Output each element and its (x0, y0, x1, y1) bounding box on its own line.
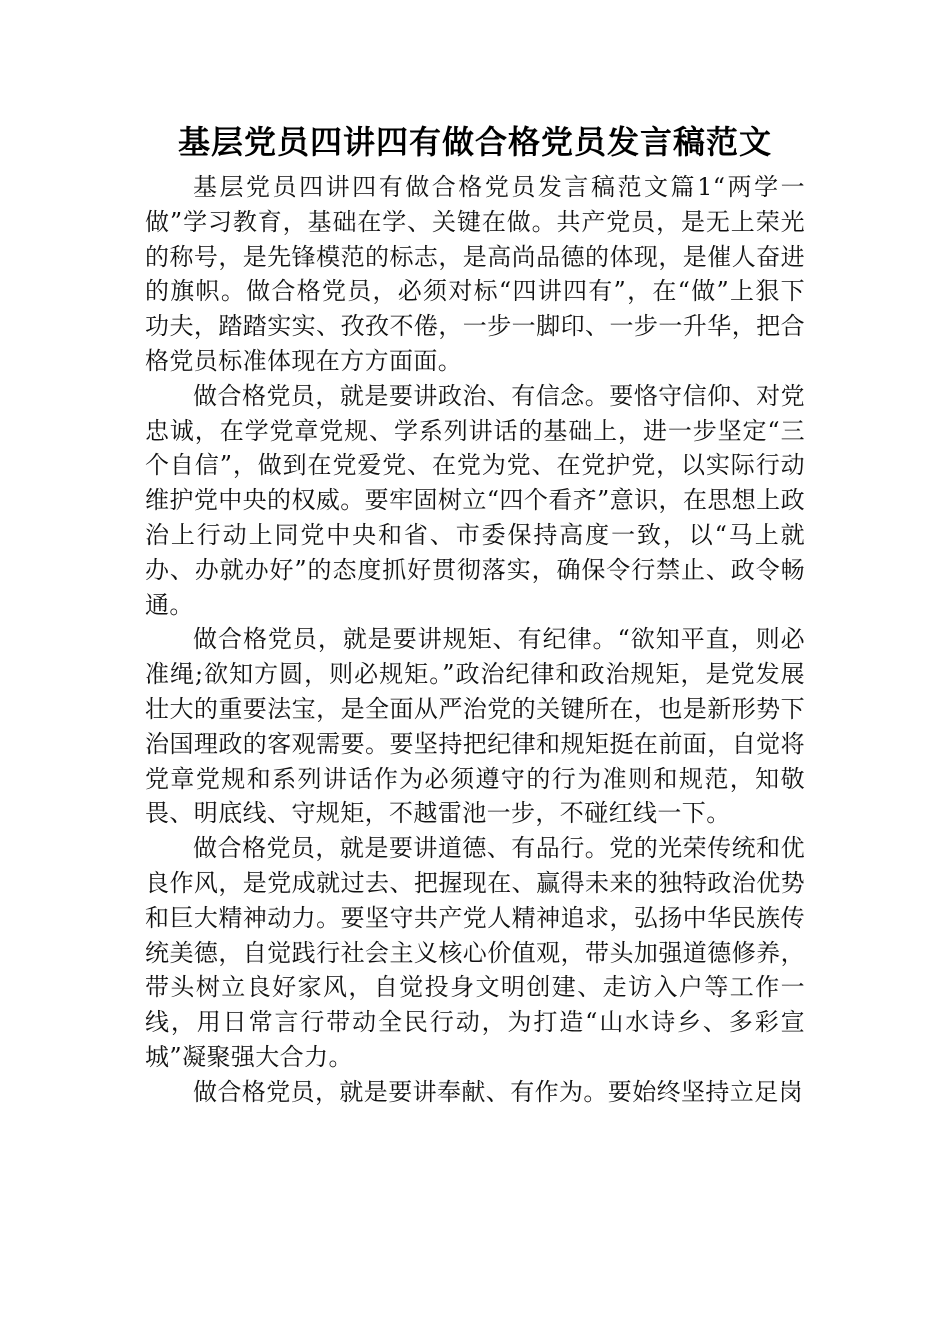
paragraph: 做合格党员，就是要讲奉献、有作为。要始终坚持立足岗 (193, 1077, 803, 1106)
document-page (145, 118, 805, 1110)
paragraph: 做合格党员，就是要讲规矩、有纪律。“欲知平直，则必准绳;欲知方圆，则必规矩。”政治纪律和政治规矩，是党发展壮大的重要法宝，是全面从严治党的关键所在，也是新形势下治国理政的客观需要。要坚持把纪律和规矩挺在前面，自觉将党章党规和系列讲话作为必须遵守的行为准则和规范，知敬畏、明底线、守规矩，不越雷池一步，不碰红线一下。 (145, 625, 805, 828)
document-title: 基层党员四讲四有做合格党员发言稿范文 (177, 123, 772, 161)
paragraph: 做合格党员，就是要讲政治、有信念。要恪守信仰、对党忠诚，在学党章党规、学系列讲话的基础上，进一步坚定“三个自信”，做到在党爱党、在党为党、在党护党，以实际行动维护党中央的权威。要牢固树立“四个看齐”意识，在思想上政治上行动上同党中央和省、市委保持高度一致，以“马上就办、办就办好”的态度抓好贯彻落实，确保令行禁止、政令畅通。 (145, 381, 805, 619)
document-body (145, 170, 805, 1110)
paragraph: 做合格党员，就是要讲道德、有品行。党的光荣传统和优良作风，是党成就过去、把握现在、赢得未来的独特政治优势和巨大精神动力。要坚守共产党人精神追求，弘扬中华民族传统美德，自觉践行社会主义核心价值观，带头加强道德修养，带头树立良好家风，自觉投身文明创建、走访入户等工作一线，用日常言行带动全民行动，为打造“山水诗乡、多彩宣城”凝聚强大合力。 (145, 834, 805, 1071)
paragraph: 基层党员四讲四有做合格党员发言稿范文篇1“两学一做”学习教育，基础在学、关键在做。共产党员，是无上荣光的称号，是先锋模范的标志，是高尚品德的体现，是催人奋进的旗帜。做合格党员，必须对标“四讲四有”，在“做”上狠下功夫，踏踏实实、孜孜不倦，一步一脚印、一步一升华，把合格党员标准体现在方方面面。 (145, 173, 805, 375)
